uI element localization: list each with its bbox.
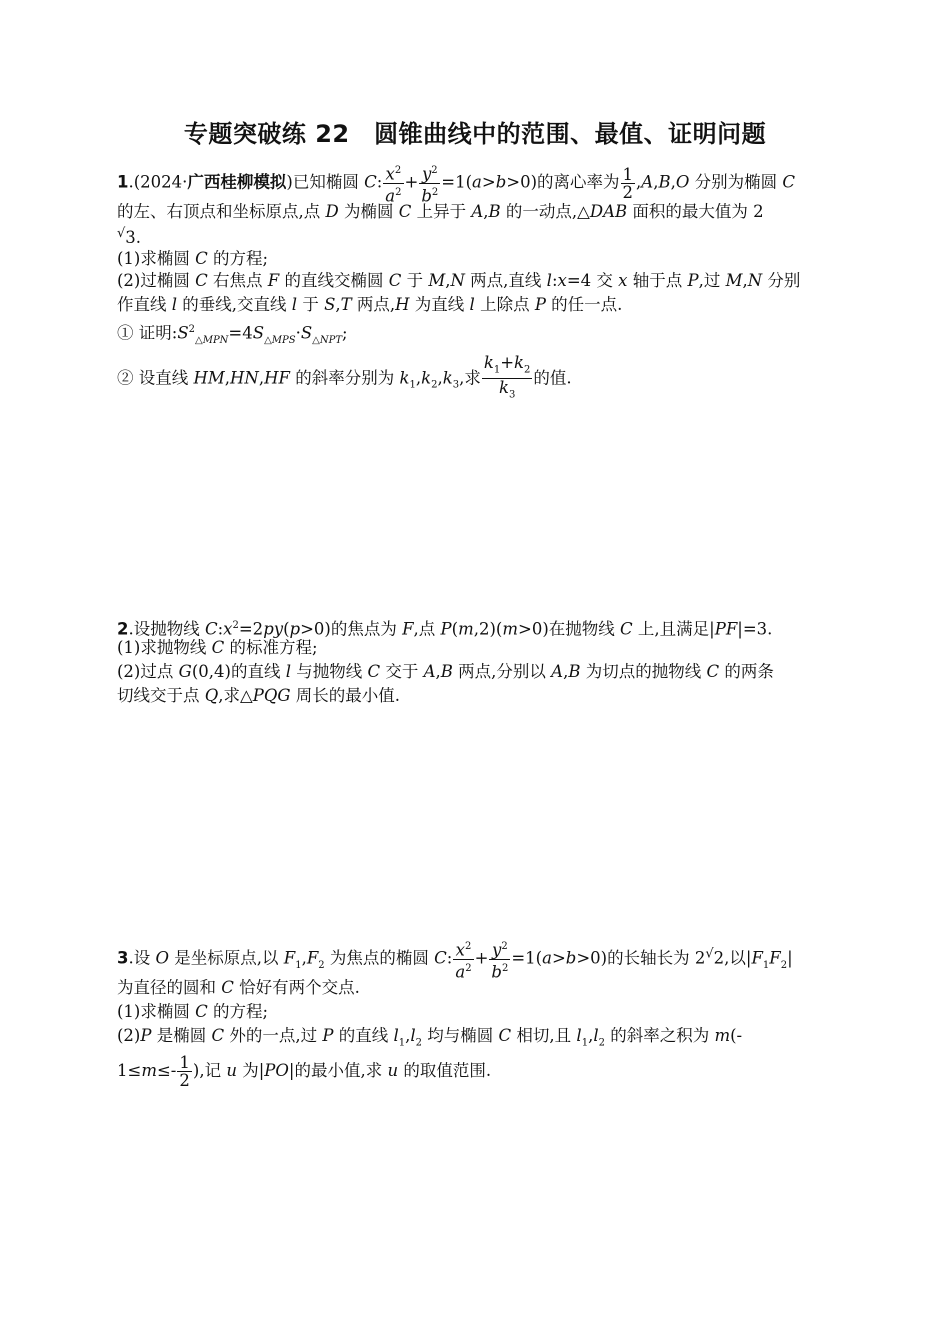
problem-1-question-1: (1)求椭圆 C 的方程; <box>117 249 269 268</box>
fraction: $\frac{y^2}{b^2}$ <box>489 938 510 980</box>
problem-3-question-1: (1)求椭圆 C 的方程; <box>117 1002 269 1021</box>
problem-2-question-1: (1)求抛物线 C 的标准方程; <box>117 638 318 657</box>
problem-1-line-3: √3. <box>117 226 142 247</box>
fraction: $\frac{y^2}{b^2}$ <box>419 162 440 204</box>
fraction: $\frac{x^2}{a^2}$ <box>383 162 403 204</box>
problem-1-sub-1: ① 证明$:S^2_{\triangle MPN}=4S_{\triangle MPS}\cdot S_{\triangle NPT}$; <box>117 323 348 346</box>
problem-2-question-2: (2)过点 G(0,4)的直线 l 与抛物线 C 交于 A,B 两点,分别以 A,B 为切点的抛物线 C 的两条 <box>117 662 774 681</box>
fraction: $\frac{x^2}{a^2}$ <box>453 938 473 980</box>
problem-2-question-2-cont: 切线交于点 Q,求△PQG 周长的最小值. <box>117 686 401 705</box>
problem-3-question-2: (2)P 是椭圆 C 外的一点,过 P 的直线 $l_1,l_2$ 均与椭圆 C 相切,且 $l_1,l_2$ 的斜率之积为 m(- <box>117 1026 743 1049</box>
fraction: $\frac{1}{2}$ <box>179 1053 190 1090</box>
problem-1-sub-2: ② 设直线 HM,HN,HF 的斜率分别为 $k_1,k_2,k_3$,求 $\frac{k_1+k_2}{k_3}$ 的值. <box>117 354 572 404</box>
problem-3-question-2-cont: 1≤m≤- $\frac{1}{2}$ ),记 u 为|PO|的最小值,求 u 的取值范围. <box>117 1053 492 1090</box>
problem-1-question-2: (2)过椭圆 C 右焦点 F 的直线交椭圆 C 于 M,N 两点,直线 l:x=4 交 x 轴于点 P,过 M,N 分别 <box>117 271 801 290</box>
problem-1-question-2-cont: 作直线 l 的垂线,交直线 l 于 S,T 两点,H 为直线 l 上除点 P 的任一点. <box>117 295 623 314</box>
problem-2-line-1: 2.设抛物线 $C:x^2=2py(p>0)$的焦点为 F,点 P(m,2)(m>0)在抛物线 C 上,且满足|PF|=3. <box>117 619 773 639</box>
page-title: 专题突破练 22 圆锥曲线中的范围、最值、证明问题 <box>183 120 767 148</box>
problem-1-line-2: 的左、右顶点和坐标原点,点 D 为椭圆 C 上异于 A,B 的一动点,△DAB 面积的最大值为 2 <box>117 202 764 221</box>
fraction: $\frac{k_1+k_2}{k_3}$ <box>483 353 531 401</box>
problem-3-line-1: 3.设 O 是坐标原点,以 $F_1,F_2$ 为焦点的椭圆 C: $\frac{x^2}{a^2}$ + $\frac{y^2}{b^2}$ =1(a>b>0)的长轴长为 2√2,以$|F_1F_2|$ <box>117 938 793 980</box>
problem-3-line-2: 为直径的圆和 C 恰好有两个交点. <box>117 978 360 997</box>
fraction: $\frac{1}{2}$ <box>622 164 634 202</box>
problem-1-line-1: 1.(2024·广西桂柳模拟)已知椭圆 C: $\frac{x^2}{a^2}$ + $\frac{y^2}{b^2}$ =1(a>b>0)的离心率为 $\frac{1}{2}$ ,A,B,O 分别为椭圆 C <box>117 162 795 204</box>
